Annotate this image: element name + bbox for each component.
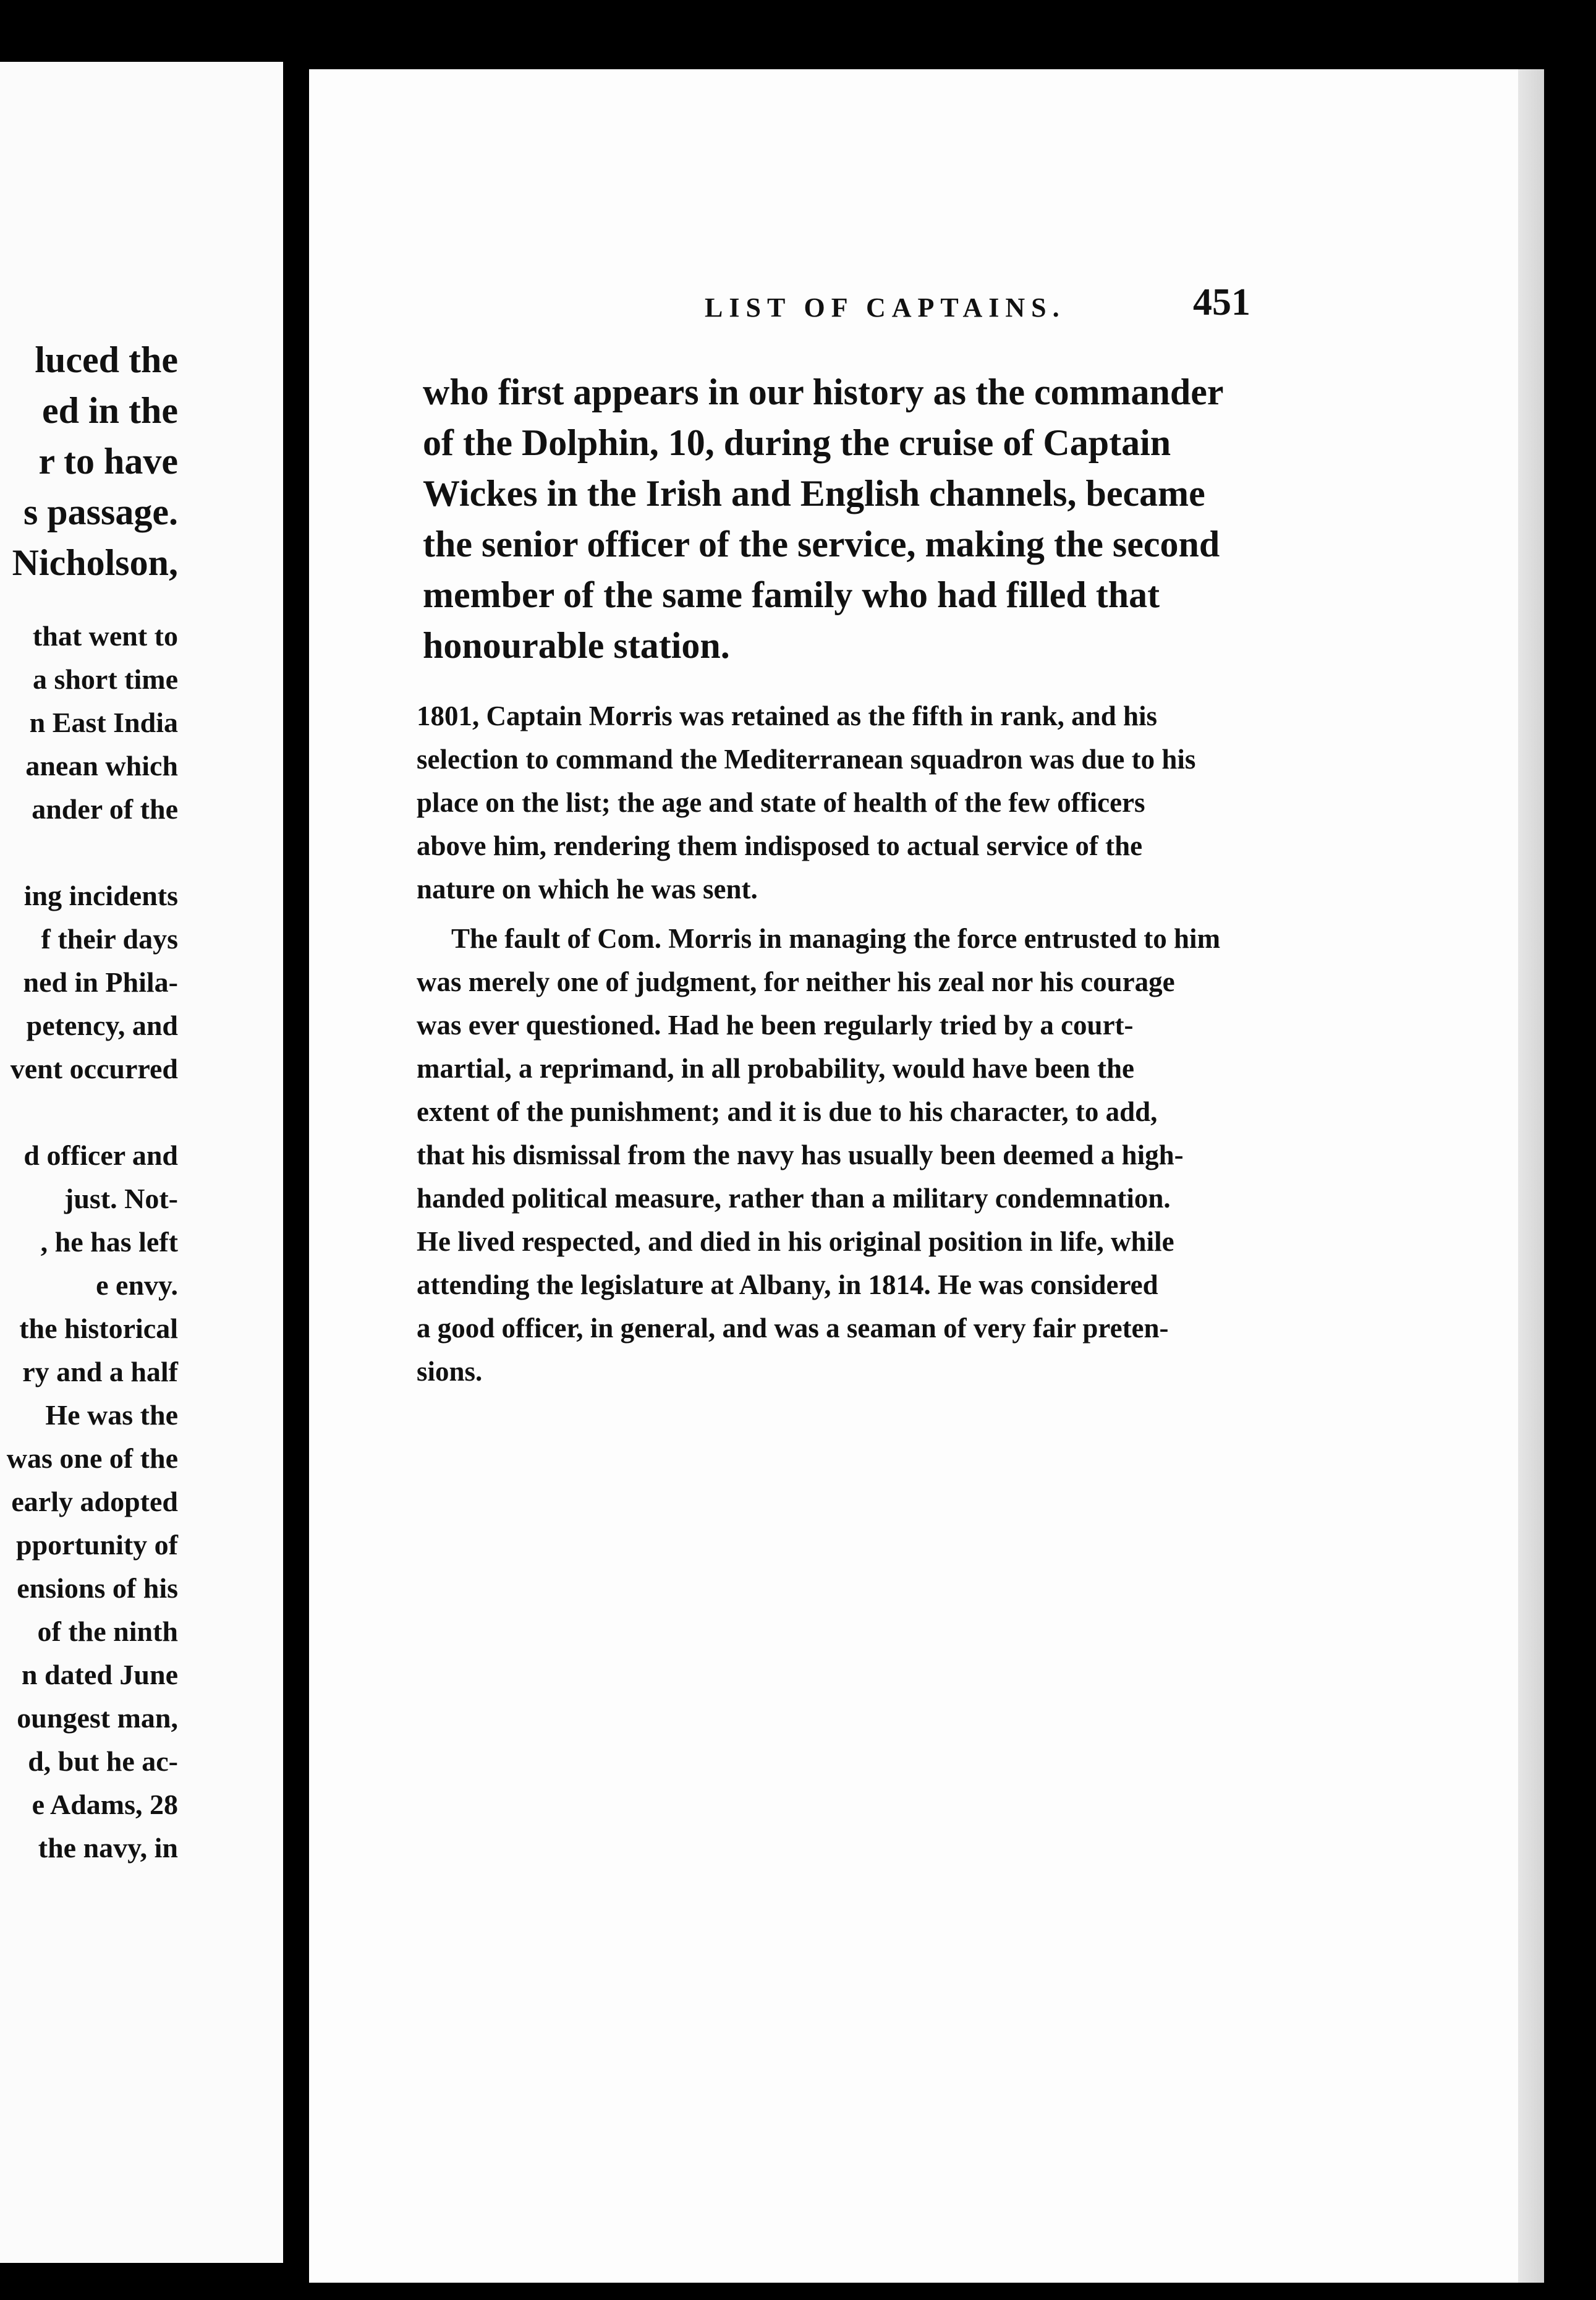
left-line: ed in the: [41, 390, 178, 431]
note-line: attending the legislature at Albany, in 1814. He was considered: [417, 1269, 1158, 1300]
left-line: n dated June: [21, 1659, 178, 1690]
left-line: ned in Phila-: [23, 966, 178, 998]
left-line: the historical: [19, 1313, 178, 1344]
left-line: was one of the: [6, 1442, 178, 1474]
left-line: anean which: [25, 750, 178, 782]
note-line: was ever questioned. Had he been regularly tried by a court-: [417, 1010, 1134, 1041]
main-page: [309, 69, 1544, 2283]
note-line: place on the list; the age and state of health of the few officers: [417, 787, 1145, 818]
left-line: Nicholson,: [12, 542, 178, 583]
page-edge: [1518, 69, 1544, 2283]
body-line: Wickes in the Irish and English channels, became: [423, 473, 1205, 514]
left-line: He was the: [45, 1399, 178, 1431]
left-line: r to have: [38, 441, 178, 482]
left-line: ing incidents: [23, 880, 178, 911]
left-line: ensions of his: [17, 1572, 178, 1604]
left-line: luced the: [35, 339, 178, 380]
page-number: 451: [1193, 281, 1250, 323]
left-line: e Adams, 28: [32, 1789, 178, 1820]
left-line: petency, and: [26, 1010, 178, 1041]
note-line: The fault of Com. Morris in managing the force entrusted to him: [451, 923, 1221, 954]
body-line: of the Dolphin, 10, during the cruise of Captain: [423, 422, 1171, 463]
body-line: the senior officer of the service, making the second: [423, 524, 1220, 564]
left-line: e envy.: [96, 1269, 178, 1301]
left-line: s passage.: [23, 492, 178, 532]
body-line: honourable station.: [423, 625, 730, 666]
body-line: member of the same family who had filled that: [423, 574, 1160, 615]
note-line: handed political measure, rather than a military condemnation.: [417, 1183, 1171, 1214]
left-line: d officer and: [23, 1139, 178, 1171]
note-line: martial, a reprimand, in all probability, would have been the: [417, 1053, 1134, 1084]
left-line: the navy, in: [38, 1832, 178, 1863]
left-line: just. Not-: [64, 1183, 178, 1214]
left-line: that went to: [32, 620, 178, 652]
note-line: 1801, Captain Morris was retained as the fifth in rank, and his: [417, 701, 1158, 731]
left-line: f their days: [41, 923, 178, 955]
left-line: vent occurred: [10, 1053, 178, 1084]
left-line: ry and a half: [22, 1356, 178, 1387]
left-line: early adopted: [11, 1486, 178, 1517]
note-line: above him, rendering them indisposed to actual service of the: [417, 830, 1143, 861]
running-head: LIST OF CAPTAINS.: [705, 292, 1066, 323]
left-line: pportunity of: [16, 1529, 178, 1561]
note-line: was merely one of judgment, for neither his zeal nor his courage: [417, 966, 1175, 997]
left-line: a short time: [32, 663, 178, 695]
left-line: of the ninth: [37, 1616, 178, 1647]
left-line: ander of the: [32, 793, 178, 825]
note-line: extent of the punishment; and it is due to his character, to add,: [417, 1096, 1158, 1127]
note-line: He lived respected, and died in his original position in life, while: [417, 1226, 1174, 1257]
note-line: sions.: [417, 1356, 483, 1387]
note-line: selection to command the Mediterranean squadron was due to his: [417, 744, 1196, 775]
body-line: who first appears in our history as the commander: [423, 372, 1224, 412]
note-line: that his dismissal from the navy has usually been deemed a high-: [417, 1139, 1184, 1170]
note-line: nature on which he was sent.: [417, 874, 758, 905]
left-line: oungest man,: [17, 1702, 178, 1734]
note-line: a good officer, in general, and was a seaman of very fair preten-: [417, 1313, 1169, 1344]
left-facing-page: [0, 62, 283, 2263]
left-line: n East India: [29, 707, 178, 738]
left-line: , he has left: [40, 1226, 178, 1258]
left-line: d, but he ac-: [28, 1745, 178, 1777]
